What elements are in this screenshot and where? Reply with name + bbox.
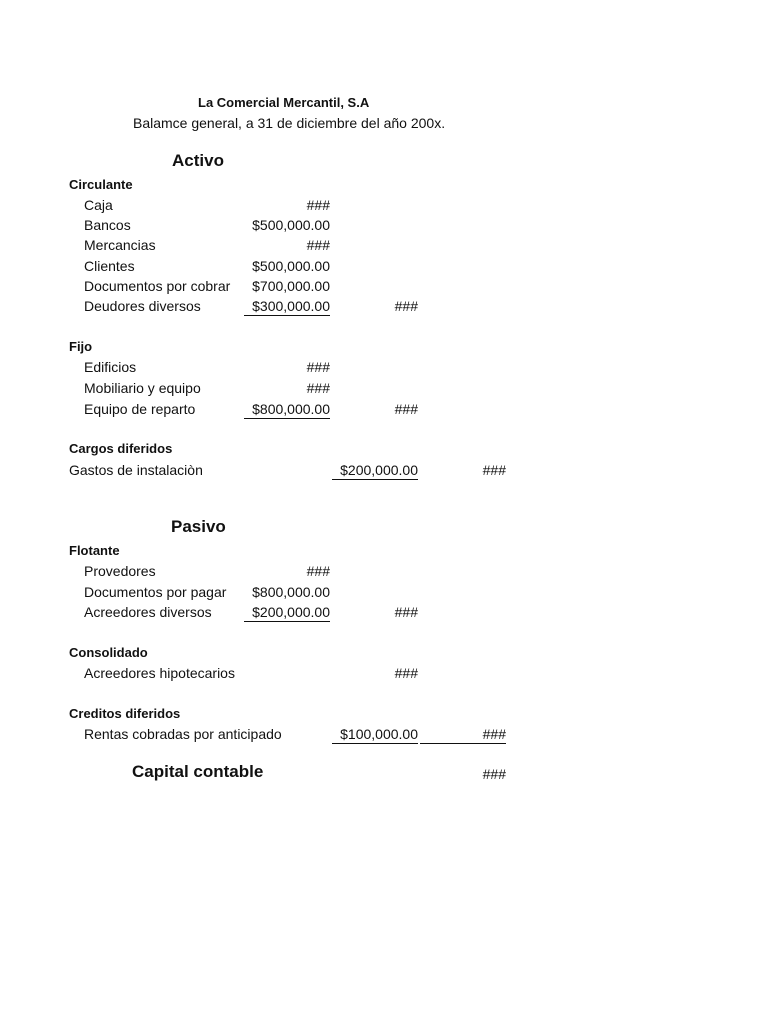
- fijo-total: ###: [394, 401, 418, 417]
- row-label-rentas-anticipado: Rentas cobradas por anticipado: [84, 726, 282, 742]
- row-label-provedores: Provedores: [84, 563, 156, 579]
- row-amount-equipo-reparto: $800,000.00: [244, 400, 330, 419]
- consolidado-label: Consolidado: [69, 645, 148, 660]
- activo-total: ###: [482, 462, 506, 478]
- row-amount-mobiliario: ###: [306, 380, 330, 396]
- row-amount-mercancias: ###: [306, 237, 330, 253]
- row-amount-bancos: $500,000.00: [252, 217, 330, 233]
- row-amount-provedores: ###: [306, 563, 330, 579]
- row-amount-edificios: ###: [306, 359, 330, 375]
- row-label-acreedores-diversos: Acreedores diversos: [84, 604, 212, 620]
- row-label-mercancias: Mercancias: [84, 237, 156, 253]
- row-label-caja: Caja: [84, 197, 113, 213]
- row-amount-documentos-pagar: $800,000.00: [252, 584, 330, 600]
- row-label-clientes: Clientes: [84, 258, 135, 274]
- row-label-documentos-cobrar: Documentos por cobrar: [84, 278, 231, 294]
- row-amount-acreedores-diversos: $200,000.00: [244, 603, 330, 622]
- flotante-label: Flotante: [69, 543, 120, 558]
- row-amount-documentos-cobrar: $700,000.00: [252, 278, 330, 294]
- fijo-label: Fijo: [69, 339, 93, 354]
- creditos-label: Creditos diferidos: [69, 706, 181, 721]
- cargos-label: Cargos diferidos: [69, 441, 173, 456]
- row-amount-acreedores-hipotecarios: ###: [394, 665, 418, 681]
- pasivo-total: ###: [420, 725, 506, 744]
- flotante-total: ###: [394, 604, 418, 620]
- row-label-bancos: Bancos: [84, 217, 131, 233]
- circulante-total: ###: [394, 298, 418, 314]
- row-label-gastos-instalacion: Gastos de instalaciòn: [69, 462, 203, 478]
- report-subtitle: Balamce general, a 31 de diciembre del año 200x.: [133, 115, 446, 131]
- row-amount-deudores: $300,000.00: [244, 297, 330, 316]
- row-label-acreedores-hipotecarios: Acreedores hipotecarios: [84, 665, 235, 681]
- row-amount-gastos-instalacion: $200,000.00: [332, 461, 418, 480]
- capital-title: Capital contable: [132, 762, 264, 781]
- capital-amount: ###: [482, 766, 506, 782]
- activo-title: Activo: [172, 151, 224, 170]
- row-amount-caja: ###: [306, 197, 330, 213]
- row-label-deudores: Deudores diversos: [84, 298, 201, 314]
- row-label-documentos-pagar: Documentos por pagar: [84, 584, 227, 600]
- row-label-edificios: Edificios: [84, 359, 137, 375]
- row-label-equipo-reparto: Equipo de reparto: [84, 401, 196, 417]
- row-amount-clientes: $500,000.00: [252, 258, 330, 274]
- row-label-mobiliario: Mobiliario y equipo: [84, 380, 201, 396]
- circulante-label: Circulante: [69, 177, 133, 192]
- pasivo-title: Pasivo: [171, 517, 226, 536]
- company-name: La Comercial Mercantil, S.A: [198, 95, 370, 110]
- row-amount-rentas-anticipado: $100,000.00: [332, 725, 418, 744]
